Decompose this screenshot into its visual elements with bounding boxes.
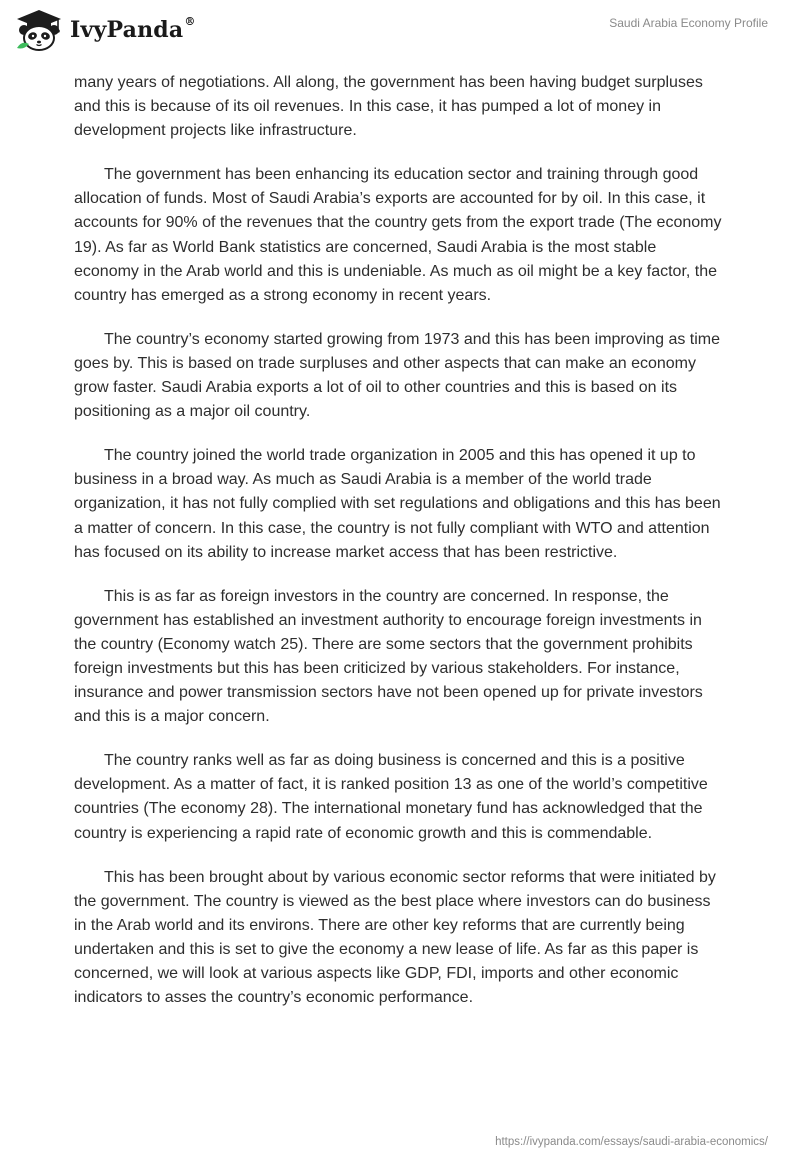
essay-body (74, 71, 724, 1030)
paragraph: many years of negotiations. All along, the government has been having budget surpluses and this is because of its oil revenues. In this case, it has pumped a lot of money in development projects like infrastructure. (74, 74, 703, 140)
paragraph: This is as far as foreign investors in the country are concerned. In response, the government has established an investment authority to encourage foreign investments in the country (Economy watch 25). There are some sectors that the government prohibits foreign investments but this has been criticized by various stakeholders. For instance, insurance and power transmission sectors have not been opened up for private investors and this is a major concern. (74, 587, 703, 726)
panda-graduate-icon (14, 8, 64, 52)
paragraph: This has been brought about by various economic sector reforms that were initiated by the government. The country is viewed as the best place where investors can do business in the Arab world and its environs. There are other key reforms that are currently being undertaken and this is set to give the economy a new lease of life. As far as this paper is concerned, we will look at various aspects like GDP, FDI, imports and other economic indicators to asses the country’s economic performance. (74, 868, 716, 1007)
paragraph: The country ranks well as far as doing business is concerned and this is a positive development. As a matter of fact, it is ranked position 13 as one of the world’s competitive countries (The economy 28). The international monetary fund has acknowledged that the country is experiencing a rapid rate of economic growth and this is commendable. (74, 752, 708, 842)
brand-name: IvyPanda® (70, 15, 196, 43)
paragraph: The government has been enhancing its education sector and training through good allocation of funds. Most of Saudi Arabia’s exports are accounted for by oil. In this case, it accounts for 90% of the revenues that the country gets from the export trade (The economy 19). As far as World Bank statistics are concerned, Saudi Arabia is the most stable economy in the Arab world and this is undeniable. As much as oil might be a key factor, the country has emerged as a strong economy in recent years. (74, 166, 722, 304)
brand-logo[interactable] (14, 8, 196, 52)
document-title: Saudi Arabia Economy Profile (609, 16, 768, 30)
page-header (0, 0, 800, 64)
source-url[interactable]: https://ivypanda.com/essays/saudi-arabia-economics/ (495, 1136, 768, 1148)
paragraph: The country joined the world trade organization in 2005 and this has opened it up to business in a broad way. As much as Saudi Arabia is a member of the world trade organization, it has not fully complied with set regulations and obligations and this has been a matter of concern. In this case, the country is not fully compliant with WTO and attention has focused on its ability to increase market access that has been restrictive. (74, 447, 721, 561)
paragraph: The country’s economy started growing from 1973 and this has been improving as time goes by. This is based on trade surpluses and other aspects that can make an economy grow faster. Saudi Arabia exports a lot of oil to other countries and this is based on its positioning as a major oil country. (74, 330, 721, 421)
